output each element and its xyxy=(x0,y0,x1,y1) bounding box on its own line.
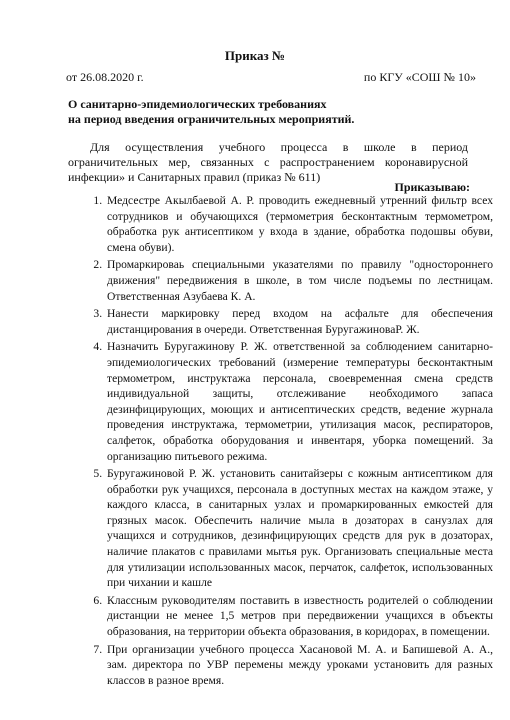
order-item-7: 7. При организации учебного процесса Хасановой М. А. и Бапишевой А. А., зам. директора по УВР перемены между уроками установить для разных классов в разное время. xyxy=(105,642,493,689)
subject-line-2: на период введения ограничительных мероприятий. xyxy=(68,112,355,126)
order-item-2: 2. Промаркироваь специальными указателями по правилу "одностороннего движения" передвижения в школе, в том числе подъемы по лестницам. Ответственная Азубаева К. А. xyxy=(105,257,493,304)
document-title: Приказ № xyxy=(224,48,286,63)
order-item-4: 4. Назначить Буругажинову Р. Ж. ответственной за соблюдением санитарно-эпидемиологических требований (измерение температуры бесконтактным термометром, инструктажа персонала, своевременная смена средств индивидуальной защиты, отслеживание необходимого запаса дезинфицирующих, моющих и антисептических средств, ведение журнала проведения инструктажа, термометрии, утилизация масок, респираторов, салфеток, обработка оборудования и инвентаря, уборка помещений. За организацию питьевого режима. xyxy=(105,339,493,464)
orders-heading: Приказываю: xyxy=(394,180,470,194)
intro-paragraph: Для осуществления учебного процесса в школе в период ограничительных мер, связанных с распространением коронавирусной инфекции» и Санитарных правил (приказ № 611) xyxy=(68,140,468,184)
order-item-3: 3. Нанести маркировку перед входом на асфальте для обеспечения дистанцирования в очереди. Ответственная БуругажиноваР. Ж. xyxy=(105,306,493,337)
order-item-6: 6. Классным руководителям поставить в известность родителей о соблюдении дистанции не менее 1,5 метров при передвижении учащихся в объекты образования, на территории объекта образования, в коридорах, в помещении. xyxy=(105,593,493,640)
order-date: от 26.08.2020 г. xyxy=(66,70,144,84)
order-item-5: 5. Буругажиновой Р. Ж. установить санитайзеры с кожным антисептиком для обработки рук учащихся, персонала в доступных местах на каждом этаже, у каждого класса, в санитарных узлах и промаркированных емкостей для грязных масок. Обеспечить наличие мыла в дозаторах в санузлах для учащихся и сотрудников, дезинфицирующих средств для рук в дозаторах, наличие плакатов с правилами мытья рук. Организовать специальные места для утилизации использованных масок, перчаток, салфеток, использованных при чихании и кашле xyxy=(105,466,493,591)
order-subject xyxy=(68,97,448,127)
date-line xyxy=(66,70,476,85)
order-item-1: 1. Медсестре Акылбаевой А. Р. проводить ежедневный утренний фильтр всех сотрудников и обучающихся (термометрия бесконтактным термометром, обработка рук антисептиком у входа в здание, обработка подошвы обуви, смена обуви). xyxy=(105,193,493,255)
organization-name: по КГУ «СОШ № 10» xyxy=(363,70,476,84)
order-items-list xyxy=(84,193,493,690)
subject-line-1: О санитарно-эпидемиологических требованиях xyxy=(68,97,327,111)
